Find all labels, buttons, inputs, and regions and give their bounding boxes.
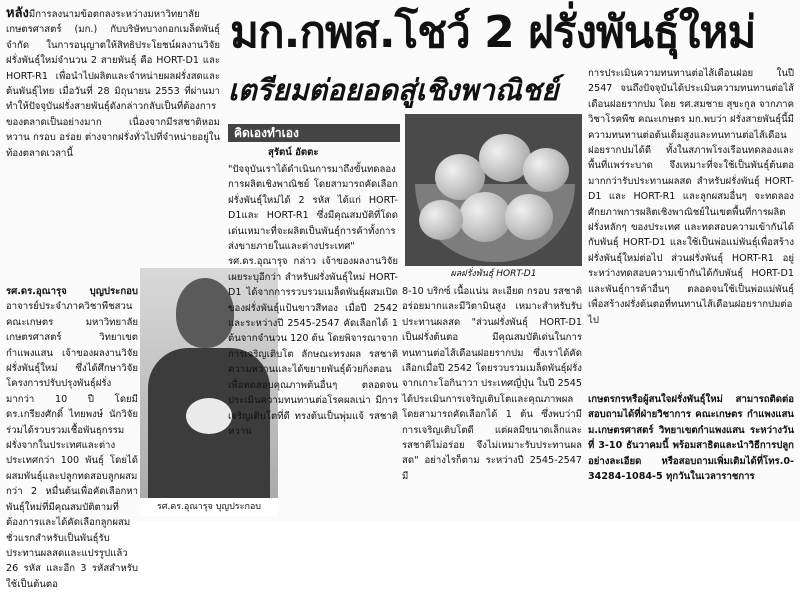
guava-photo xyxy=(405,114,582,266)
lead-word: หลัง xyxy=(6,6,29,21)
researcher-photo-caption: รศ.ดร.อุณารุจ บุญประกอบ xyxy=(140,498,278,516)
guava-photo-caption: ผลฝรั่งพันธุ์ HORT-D1 xyxy=(450,269,537,279)
left-column-body: อาจารย์ประจำภาควิชาพืชสวน คณะเกษตร มหาวิทยาลัยเกษตรศาสตร์ วิทยาเขตกำแพงแสน เจ้าของผลงานวิจัยฝรั่งพันธุ์ใหม่ ซึ่งได้ศึกษาวิจัยโครงการปรับปรุงพันธุ์ฝรั่งมากว่า 10 ปี โดยมี ดร.เกรียงศักดิ์ ไทยพงษ์ นักวิจัยร่วมได้รวบรวมเชื้อพันธุกรรมฝรั่งจากในประเทศและต่างประเทศกว่า 100 พันธุ์ โดยได้ผสมพันธุ์และปลูกทดสอบลูกผสมกว่า 2 หมื่นต้นเพื่อคัดเลือกหาพันธุ์ใหม่ที่มีคุณสมบัติตามที่ต้องการและได้คัดเลือกลูกผสมชั่วแรกสำหรับเป็นพันธุ์รับประทานผลสดและแปรรูปแล้ว 26 รหัส และอีก 3 รหัสสำหรับใช้เป็นต้นตอ xyxy=(6,301,138,590)
middle-column-text: "ปัจจุบันเราได้ดำเนินการมาถึงขั้นทดลองการผลิตเชิงพาณิชย์ โดยสามารถคัดเลือกฝรั่งพันธุ์ใหม่ได้ 2 รหัส ได้แก่ HORT-D1และ HORT-R1 ซึ่งมีคุณสมบัติที่โดดเด่นเหมาะที่จะผลิตเป็นพันธุ์การค้าทั้งการส่งขายภายในและต่างประเทศ" รศ.ดร.อุณารุจ กล่าว เจ้าของผลงานวิจัยเผยระบุอีกว่า สำหรับฝรั่งพันธุ์ใหม่ HORT-D1 ได้จากการรวบรวมเมล็ดพันธุ์ผสมเปิดของฝรั่งพันธุ์แป้นขาวสีทอง เมื่อปี 2542 และระหว่างปี 2545-2547 คัดเลือกได้ 1 ต้นจากจำนวน 120 ต้น โดยพิจารณาจากการเจริญเติบโต ลักษณะทรงผล รสชาติ ความหวานและได้ขยายพันธุ์ด้วยกิ่งตอนเพื่อทดสอบคุณภาพต้นอื่นๆ ตลอดจนประเมินความทนทานต่อโรคผลเน่า มีการเจริญเติบโตที่ดี ทรงต้นเป็นพุ่มแจ้ รสชาติหวาน xyxy=(228,164,398,437)
headline: มก.กพส.โชว์ 2 ฝรั่งพันธุ์ใหม่ xyxy=(230,7,756,58)
intro-text: มีการลงนามข้อตกลงระหว่างมหาวิทยาลัยเกษตรศาสตร์ (มก.) กับบริษัทบางกอกเมล็ดพันธุ์ จำกัด ในการอนุญาตให้สิทธิประโยชน์ผลงานวิจัยฝรั่งพันธุ์ใหม่จำนวน 2 สายพันธุ์ คือ HORT-D1 และ HORT-R1 เพื่อนำไปผลิตและจำหน่ายผลฝรั่งสดและต้นพันธุ์ไทย เมื่อวันที่ 28 มิถุนายน 2553 ที่ผ่านมา ทำให้ปัจจุบันฝรั่งสายพันธุ์ดังกล่าวกลับเป็นที่ต้องการของตลาดเป็นอย่างมาก เนื่องจากมีรสชาติหอม หวาน กรอบ อร่อย ต่างจากฝรั่งทั่วไปที่จำหน่ายอยู่ในท้องตลาดเวลานี้ xyxy=(6,9,220,159)
column-three-text: 8-10 บริกซ์ เนื้อแน่น ละเอียด กรอบ รสชาติอร่อยมากและมีวิตามินสูง เหมาะสำหรับรับประทานผลสด "ส่วนฝรั่งพันธุ์ HORT-D1 เป็นฝรั่งต้นตอ มีคุณสมบัติเด่นในการทนทานต่อไส้เดือนฝอยรากปม ซึ่งเราได้คัดเลือกเมื่อปี 2542 โดยรวบรวมเมล็ดพันธุ์ฝรั่งจากเกาะโอกินาวา ประเทศญี่ปุ่น ในปี 2545 ได้ประเมินการเจริญเติบโตและคุณภาพผล โดยสามารถคัดเลือกได้ 1 ต้น ซึ่งพบว่ามีการเจริญเติบโตดี แต่ผลมีขนาดเล็กและรสชาติไม่อร่อย จึงไม่เหมาะรับประทานผลสด" อย่างไรก็ตาม ระหว่างปี 2545-2547 มี xyxy=(402,286,582,482)
intro-paragraph xyxy=(6,6,220,284)
column-header: คิดเองทำเอง xyxy=(228,124,400,142)
closing-paragraph: เกษตรกรหรือผู้สนใจฝรั่งพันธุ์ใหม่ สามารถติดต่อสอบถามได้ที่ฝ่ายวิชาการ คณะเกษตร กำแพงแสน ม.เกษตรศาสตร์ วิทยาเขตกำแพงแสน ระหว่างวันที่ 3-10 ธันวาคมนี้ พร้อมสาธิตและนำวิธีการปลูกอย่างละเอียด หรือสอบถามเพิ่มเติมได้ที่โทร.0-34284-1084-5 ทุกวันในเวลาราชการ xyxy=(588,394,794,483)
subheadline: เตรียมต่อยอดสู่เชิงพาณิชย์ xyxy=(228,73,559,107)
left-column-text xyxy=(6,284,138,590)
researcher-name: รศ.ดร.อุณารุจ บุญประกอบ xyxy=(6,286,138,297)
byline: สุรัตน์ อัตตะ xyxy=(268,147,319,158)
column-four-text: การประเมินความทนทานต่อไส้เดือนฝอย ในปี 2547 จนถึงปัจจุบันได้ประเมินความทนทานต่อไส้เดือนฝอยรากปม โดย รศ.สมชาย สุขะกูล จากภาควิชาโรคพืช คณะเกษตร มก.พบว่า ฝรั่งสายพันธุ์นี้มีความทนทานต่อต้นเด็มสูงและทนทานต่อไส้เดือนฝอยรากปมได้ดี ทั้งในสภาพโรงเรือนทดลองและพื้นที่แพร่ระบาด จึงเหมาะที่จะใช้เป็นพันธุ์ต้นตอมากกว่ารับประทานผลสด สำหรับฝรั่งพันธุ์ HORT-D1 และ HORT-R1 และลูกผสมอื่นๆ จะทดลองศักยภาพการผลิตเชิงพาณิชย์ในเขตพื้นที่การผลิตฝรั่งหลักๆ ของประเทศ และทดสอบความเข้ากันได้กับพันธุ์ HORT-D1 และใช้เป็นพ่อแม่พันธุ์เพื่อสร้างฝรั่งพันธุ์ใหม่ต่อไป ส่วนฝรั่งพันธุ์ HORT-R1 อยู่ระหว่างทดสอบความเข้ากันได้กับพันธุ์ HORT-D1 และพันธุ์การค้าอื่นๆ ตลอดจนใช้เป็นพ่อแม่พันธุ์เพื่อสร้างฝรั่งต้นตอที่ทนทานไส้เดือนฝอยรากปมต่อไป xyxy=(588,68,794,326)
